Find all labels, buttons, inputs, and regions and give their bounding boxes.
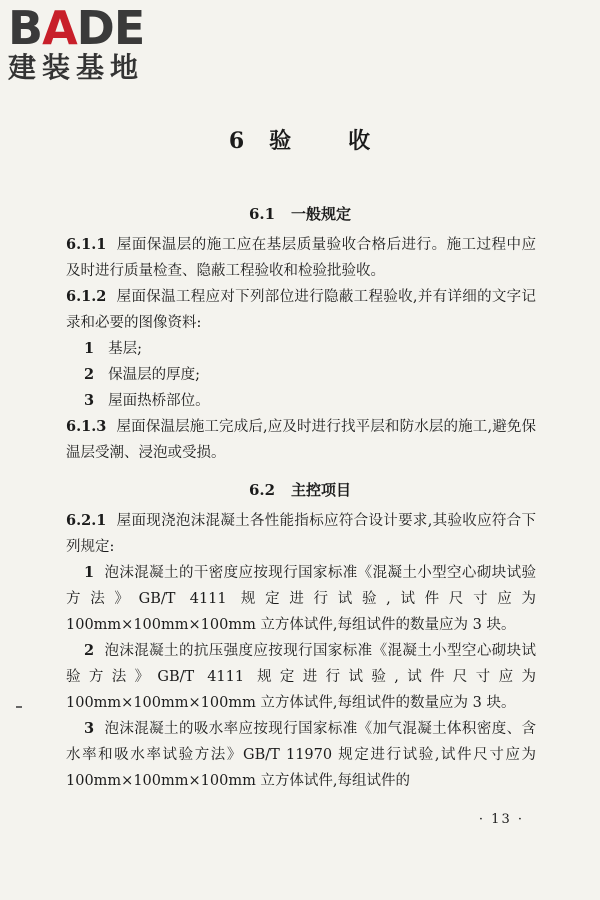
clause-6-2-1 <box>66 508 536 560</box>
item-number: 3 <box>84 392 95 409</box>
list-item <box>66 362 536 388</box>
chapter-title-part-2: 收 <box>348 128 372 154</box>
clause-text: 屋面保温工程应对下列部位进行隐蔽工程验收,并有详细的文字记录和必要的图像资料: <box>66 289 536 331</box>
list-item <box>66 638 536 716</box>
item-number: 2 <box>84 366 95 383</box>
clause-6-1-3 <box>66 414 536 466</box>
clause-number: 6.1.1 <box>66 236 107 253</box>
logo-letters: BADE <box>8 1 145 55</box>
chapter-title-part-1: 验 <box>269 128 293 154</box>
page-number: · 13 · <box>478 812 524 827</box>
clause-6-1-1 <box>66 232 536 284</box>
margin-mark <box>16 706 22 708</box>
chapter-number: 6 <box>228 128 246 154</box>
section-heading: 主控项目 <box>291 481 352 499</box>
clause-number: 6.2.1 <box>66 512 107 529</box>
section-6-1-body <box>66 232 536 466</box>
clause-number: 6.1.2 <box>66 288 107 305</box>
clause-6-1-2 <box>66 284 536 336</box>
section-number: 6.1 <box>248 205 276 223</box>
section-title-6-2 <box>0 479 600 500</box>
item-number: 3 <box>84 720 95 737</box>
item-number: 1 <box>84 340 95 357</box>
clause-number: 6.1.3 <box>66 418 107 435</box>
list-item <box>66 716 536 794</box>
clause-text: 屋面现浇泡沫混凝土各性能指标应符合设计要求,其验收应符合下列规定: <box>66 513 536 555</box>
item-text: 屋面热桥部位。 <box>108 393 210 409</box>
item-text: 基层; <box>108 341 142 357</box>
item-text: 泡沫混凝土的吸水率应按现行国家标准《加气混凝土体积密度、含水率和吸水率试验方法》GB/T 11970 规定进行试验,试件尺寸应为 100mm×100mm×100mm 立方体试件,每组试件的 <box>66 721 536 789</box>
item-text: 保温层的厚度; <box>108 367 200 383</box>
list-item <box>66 336 536 362</box>
list-item <box>66 560 536 638</box>
bade-logo <box>8 1 178 84</box>
section-6-2-body <box>66 508 536 794</box>
item-text: 泡沫混凝土的干密度应按现行国家标准《混凝土小型空心砌块试验方法》GB/T 4111 规定进行试验,试件尺寸应为 100mm×100mm×100mm 立方体试件,每组试件的数量应为 3 块。 <box>66 565 536 633</box>
section-heading: 一般规定 <box>291 205 352 223</box>
section-title-6-1 <box>0 203 600 224</box>
item-number: 1 <box>84 564 95 581</box>
chapter-title <box>0 124 600 155</box>
item-text: 泡沫混凝土的抗压强度应按现行国家标准《混凝土小型空心砌块试验方法》GB/T 4111 规定进行试验,试件尺寸应为 100mm×100mm×100mm 立方体试件,每组试件的数量应为 3 块。 <box>66 643 536 711</box>
clause-text: 屋面保温层施工完成后,应及时进行找平层和防水层的施工,避免保温层受潮、浸泡或受损。 <box>66 419 536 461</box>
list-item <box>66 388 536 414</box>
item-number: 2 <box>84 642 95 659</box>
clause-text: 屋面保温层的施工应在基层质量验收合格后进行。施工过程中应及时进行质量检查、隐蔽工程验收和检验批验收。 <box>66 237 536 279</box>
section-number: 6.2 <box>248 481 276 499</box>
logo-subtitle: 建装基地 <box>8 51 145 84</box>
